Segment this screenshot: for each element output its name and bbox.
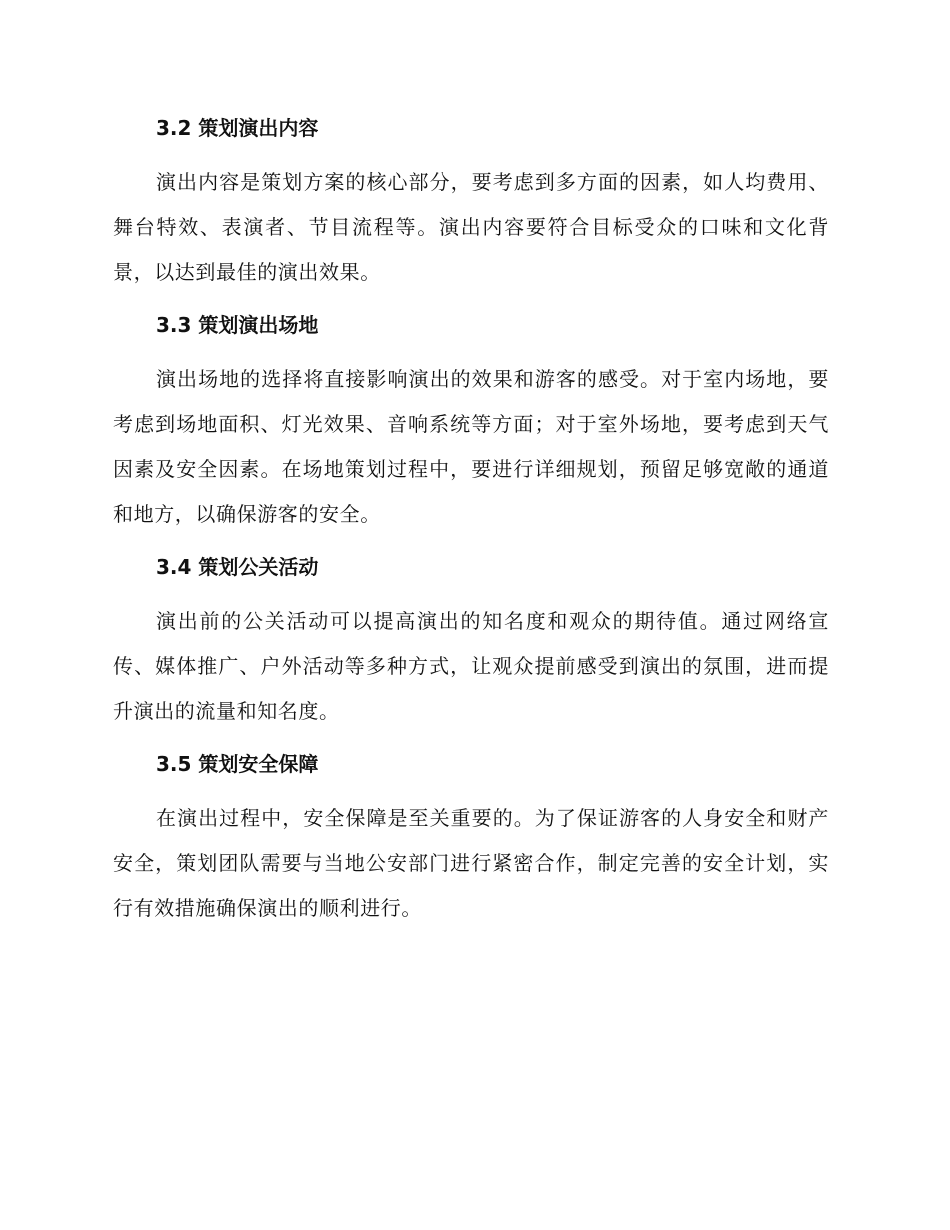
section-3-5	[113, 746, 829, 931]
section-paragraph: 演出内容是策划方案的核心部分，要考虑到多方面的因素，如人均费用、舞台特效、表演者、节目流程等。演出内容要符合目标受众的口味和文化背景，以达到最佳的演出效果。	[113, 170, 829, 284]
section-paragraph: 演出场地的选择将直接影响演出的效果和游客的感受。对于室内场地，要考虑到场地面积、灯光效果、音响系统等方面；对于室外场地，要考虑到天气因素及安全因素。在场地策划过程中，要进行详细规划，预留足够宽敞的通道和地方，以确保游客的安全。	[113, 367, 829, 526]
section-paragraph: 在演出过程中，安全保障是至关重要的。为了保证游客的人身安全和财产安全，策划团队需要与当地公安部门进行紧密合作，制定完善的安全计划，实行有效措施确保演出的顺利进行。	[113, 806, 829, 920]
document-content	[113, 110, 829, 931]
section-heading: 3.3 策划演出场地	[156, 313, 319, 337]
section-3-3	[113, 307, 829, 537]
section-3-4	[113, 549, 829, 734]
section-3-2	[113, 110, 829, 295]
section-heading: 3.4 策划公关活动	[156, 555, 319, 579]
section-heading: 3.2 策划演出内容	[156, 116, 319, 140]
section-heading: 3.5 策划安全保障	[156, 752, 319, 776]
section-paragraph: 演出前的公关活动可以提高演出的知名度和观众的期待值。通过网络宣传、媒体推广、户外活动等多种方式，让观众提前感受到演出的氛围，进而提升演出的流量和知名度。	[113, 609, 829, 723]
